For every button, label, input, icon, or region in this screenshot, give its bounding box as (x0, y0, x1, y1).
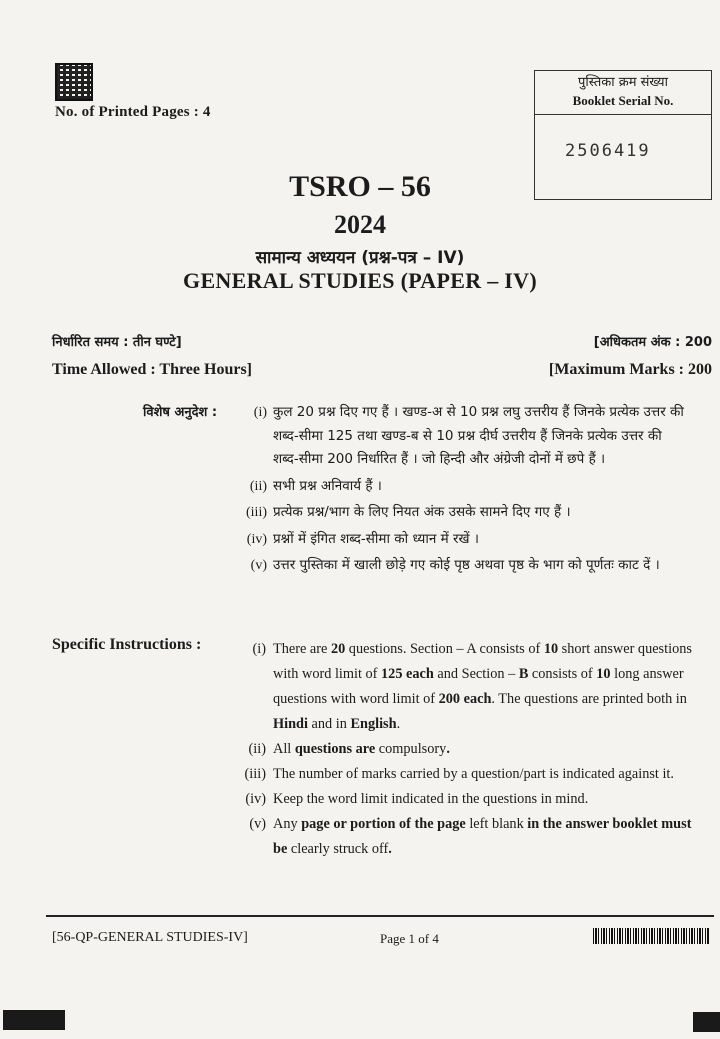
instruction-number: (i) (253, 405, 267, 420)
instruction-number: (iii) (246, 505, 267, 520)
instruction-text: long answer questions with word limit of (273, 666, 684, 707)
instruction-hindi-item (245, 401, 685, 472)
paper-code: TSRO – 56 (289, 170, 431, 203)
instruction-hindi-item (245, 528, 685, 552)
instruction-text: . (396, 716, 401, 732)
registration-mark-left (3, 1010, 65, 1030)
instruction-emphasis: page or portion of the page (297, 816, 470, 832)
registration-mark-right (693, 1012, 720, 1032)
max-marks-english: [Maximum Marks : 200 (548, 361, 712, 378)
instruction-number: (ii) (249, 478, 267, 494)
instruction-text: clearly struck off (290, 841, 389, 857)
instruction-emphasis: Hindi (273, 716, 308, 732)
printed-pages: No. of Printed Pages : 4 (55, 104, 211, 120)
instruction-text: प्रत्येक प्रश्न/भाग के लिए नियत अंक उसके सामने दिए गए हैं । (273, 504, 571, 520)
instruction-text: . The questions are printed both in (491, 691, 687, 707)
instruction-emphasis: 10 (596, 666, 611, 682)
max-marks-hindi: [अधिकतम अंक : 200 (593, 335, 712, 350)
instruction-emphasis: questions are (291, 741, 379, 757)
instruction-number: (iii) (244, 766, 266, 782)
instruction-number: (iv) (246, 531, 267, 547)
instruction-hindi-item (245, 554, 685, 578)
instruction-text: उत्तर पुस्तिका में खाली छोड़े गए कोई पृष्ठ अथवा पृष्ठ के भाग को पूर्णतः काट दें । (273, 557, 660, 573)
instruction-text: consists of (528, 666, 597, 682)
instruction-english-item (240, 762, 696, 787)
instruction-text: compulsory (378, 741, 447, 757)
instruction-text: The number of marks carried by a question/part is indicated against it. (273, 766, 674, 782)
instruction-number: (i) (252, 641, 266, 657)
instruction-text: सभी प्रश्न अनिवार्य हैं । (273, 477, 382, 494)
instruction-english-item (240, 637, 696, 737)
serial-number: 2506419 (565, 141, 651, 161)
instruction-emphasis: 10 (543, 641, 559, 657)
meta-row-english (52, 361, 712, 379)
instruction-text: questions. Section – A consists of (345, 641, 544, 657)
instruction-emphasis: . (446, 741, 450, 757)
paper-year: 2024 (334, 210, 386, 239)
paper-title-english: GENERAL STUDIES (PAPER – IV) (183, 268, 537, 293)
instruction-english-item (240, 787, 696, 812)
footer-code: [56-QP-GENERAL STUDIES-IV] (52, 930, 248, 945)
instruction-emphasis: . (388, 841, 392, 857)
instructions-label-hindi: विशेष अनुदेश : (143, 405, 218, 420)
instruction-emphasis: B (518, 666, 529, 682)
barcode-icon (593, 928, 710, 944)
instruction-text: All (273, 741, 292, 757)
instruction-number: (iv) (245, 791, 266, 807)
instruction-hindi-item (245, 475, 685, 499)
instruction-text: left blank (469, 816, 524, 832)
instruction-text: and Section – (433, 666, 519, 682)
instruction-english-item (240, 737, 696, 762)
instruction-emphasis: 125 each (381, 666, 434, 682)
instruction-text: Any (273, 816, 298, 832)
instruction-emphasis: 20 (330, 641, 346, 657)
instructions-list-hindi (245, 401, 685, 581)
instruction-text: प्रश्नों में इंगित शब्द-सीमा को ध्यान में रखें । (273, 530, 479, 547)
instruction-text: There are (273, 641, 331, 657)
instruction-text: कुल 20 प्रश्न दिए गए हैं । खण्ड-अ से 10 प्रश्न लघु उत्तरीय हैं जिनके प्रत्येक उत्तर की शब्द-सीमा 125 तथा खण्ड-ब से 10 प्रश्न दीर्घ उत्तरीय हैं जिनके प्रत्येक उत्तर की शब्द-सीमा 200 निर्धारित हैं । जो हिन्दी और अंग्रेजी दोनों में छपे हैं । (273, 404, 684, 467)
instructions-label-english: Specific Instructions : (52, 636, 202, 653)
serial-header (535, 71, 711, 115)
instructions-list-english (240, 637, 696, 862)
footer-divider (46, 915, 714, 917)
instruction-text: and in (307, 716, 351, 732)
instruction-hindi-item (245, 501, 685, 525)
serial-label-hindi: पुस्तिका क्रम संख्या (578, 75, 668, 90)
page-number: Page 1 of 4 (380, 931, 439, 946)
serial-label-english: Booklet Serial No. (572, 93, 674, 108)
qr-code-icon (55, 63, 93, 101)
paper-title-hindi: सामान्य अध्ययन (प्रश्न-पत्र – IV) (255, 248, 465, 268)
instruction-text: short answer questions with word limit of (273, 641, 692, 682)
meta-row-hindi (52, 332, 712, 351)
instruction-emphasis: English (350, 716, 397, 732)
time-allowed-hindi: निर्धारित समय : तीन घण्टे] (52, 335, 182, 350)
instruction-emphasis: in the answer booklet must be (273, 816, 692, 857)
instruction-number: (ii) (248, 741, 266, 757)
instruction-number: (v) (249, 816, 266, 832)
instruction-text: Keep the word limit indicated in the questions in mind. (273, 791, 589, 807)
time-allowed-english: Time Allowed : Three Hours] (52, 361, 252, 378)
instruction-english-item (240, 812, 696, 862)
instruction-emphasis: 200 each (438, 691, 492, 707)
instruction-number: (v) (250, 558, 267, 573)
